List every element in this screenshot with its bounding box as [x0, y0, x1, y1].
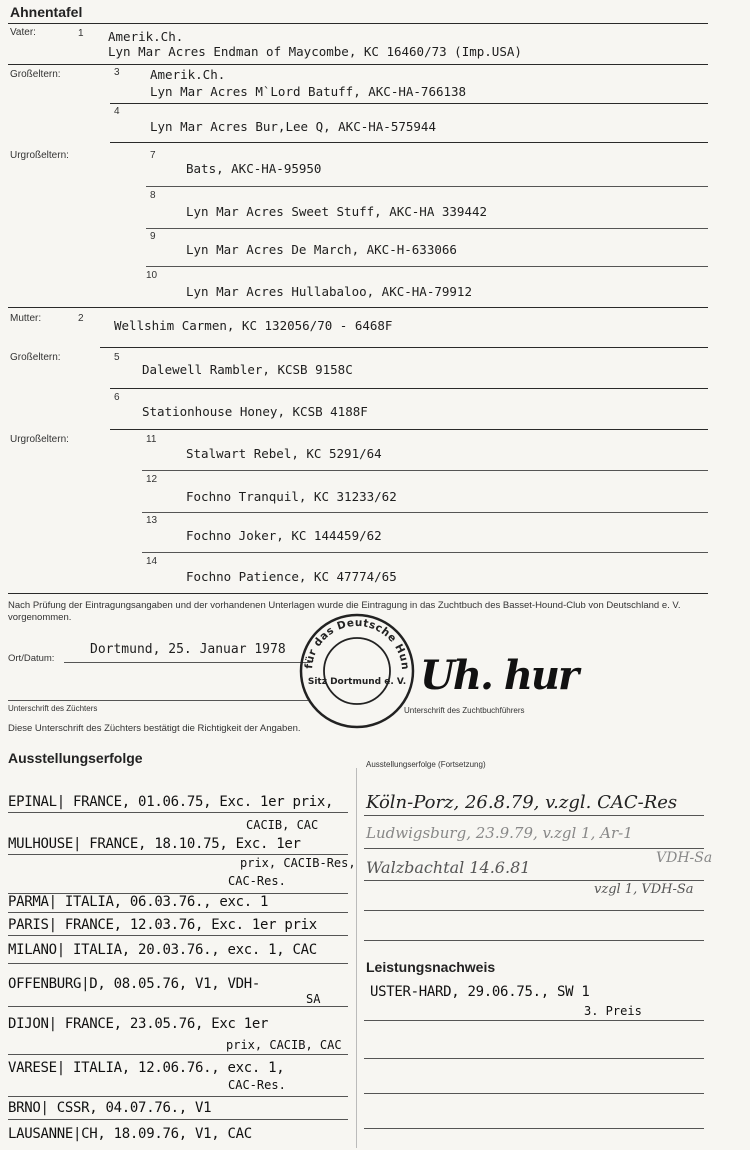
studbook-signature: Uh. hur: [420, 652, 578, 699]
ancestor-name-4: Lyn Mar Acres Bur,Lee Q, AKC-HA-575944: [150, 119, 436, 134]
ancestor-number-8: 8: [150, 190, 156, 201]
header-rule: [8, 23, 708, 24]
ancestor-name-14: Fochno Patience, KC 47774/65: [186, 569, 397, 584]
show-cont-entry-line: Walzbachtal 14.6.81: [366, 858, 531, 877]
ancestor-number-9: 9: [150, 231, 156, 242]
performance-entry-line: USTER-HARD, 29.06.75., SW 1: [370, 984, 590, 1000]
column-divider: [356, 768, 357, 1148]
performance-rule: [364, 1093, 704, 1094]
shows-cont-rule: [364, 848, 704, 849]
shows-rule: [8, 854, 348, 855]
shows-rule: [8, 1096, 348, 1097]
show-entry-line: PARMA| ITALIA, 06.03.76., exc. 1: [8, 894, 269, 910]
ancestor-name-7: Bats, AKC-HA-95950: [186, 161, 322, 176]
confirm-text: Diese Unterschrift des Züchters bestätigt die Richtigkeit der Angaben.: [8, 723, 301, 734]
show-entry-sub: CACIB, CAC: [246, 818, 319, 832]
father-title: Amerik.Ch.: [108, 29, 184, 44]
shows-rule: [8, 1006, 348, 1007]
show-cont-faded-note: VDH-Sa: [656, 850, 713, 866]
father-number: 1: [78, 28, 84, 39]
shows-cont-rule: [364, 910, 704, 911]
shows-rule: [8, 812, 348, 813]
show-entry-line: EPINAL| FRANCE, 01.06.75, Exc. 1er prix,: [8, 794, 334, 810]
show-entry-sub: SA: [306, 992, 321, 1006]
shows-rule: [8, 963, 348, 964]
stamp-ring-text: für das Deutsche Hun: [303, 616, 412, 671]
shows-cont-rule: [364, 880, 704, 881]
show-entry-line: BRNO| CSSR, 04.07.76., V1: [8, 1100, 212, 1116]
label-mutter: Mutter:: [10, 313, 42, 324]
mother-rule: [100, 347, 708, 348]
shows-cont-rule: [364, 940, 704, 941]
shows-rule: [8, 1054, 348, 1055]
shows-cont-title: Ausstellungserfolge (Fortsetzung): [366, 760, 486, 769]
ancestor-name-8: Lyn Mar Acres Sweet Stuff, AKC-HA 339442: [186, 204, 488, 219]
ancestor-title-3: Amerik.Ch.: [150, 67, 226, 82]
father-rule: [8, 64, 708, 65]
ancestor-rule-5: [110, 388, 708, 389]
show-entry-line: VARESE| ITALIA, 12.06.76., exc. 1,: [8, 1060, 285, 1076]
label-grosseltern-maternal: Großeltern:: [10, 352, 61, 363]
show-entry-line: PARIS| FRANCE, 12.03.76, Exc. 1er prix: [8, 917, 317, 933]
place-date-label: Ort/Datum:: [8, 653, 55, 664]
shows-rule: [8, 935, 348, 936]
show-entry-sub: prix, CACIB, CAC: [226, 1038, 342, 1052]
ancestor-rule-6: [110, 429, 708, 430]
verification-text: Nach Prüfung der Eintragungsangaben und der vorhandenen Unterlagen wurde die Eintragung in das Zuchtbuch des Basset-Hound-Club von Deutschland e. V. vorgenommen.: [8, 600, 681, 623]
ancestor-name-6: Stationhouse Honey, KCSB 4188F: [142, 404, 368, 419]
ancestor-number-6: 6: [114, 392, 120, 403]
label-vater: Vater:: [10, 27, 36, 38]
club-stamp: [298, 612, 416, 730]
label-urgrosseltern-paternal: Urgroßeltern:: [10, 150, 69, 161]
place-date-rule: [64, 662, 310, 663]
ancestor-rule-9: [146, 266, 708, 267]
shows-title: Ausstellungserfolge: [8, 750, 143, 766]
stamp-icon: [298, 612, 416, 730]
ancestor-rule-4: [110, 142, 708, 143]
ancestor-rule-13: [142, 552, 708, 553]
performance-rule: [364, 1020, 704, 1021]
show-entry-line: OFFENBURG|D, 08.05.76, V1, VDH-: [8, 976, 260, 992]
show-entry-line: MILANO| ITALIA, 20.03.76., exc. 1, CAC: [8, 942, 317, 958]
ancestor-name-11: Stalwart Rebel, KC 5291/64: [186, 446, 382, 461]
performance-title: Leistungsnachweis: [366, 959, 496, 975]
shows-rule: [8, 912, 348, 913]
svg-text:Verband für das Deutsche Hunde: [298, 612, 411, 673]
mother-number: 2: [78, 313, 84, 324]
ancestor-name-3: Lyn Mar Acres M`Lord Batuff, AKC-HA-766138: [150, 84, 467, 99]
ancestor-number-12: 12: [146, 474, 158, 485]
ancestor-name-12: Fochno Tranquil, KC 31233/62: [186, 489, 397, 504]
show-entry-sub: CAC-Res.: [228, 874, 286, 888]
ancestor-rule-7: [146, 186, 708, 187]
ancestor-number-10: 10: [146, 270, 158, 281]
breeder-sig-rule: [8, 700, 308, 701]
show-cont-entry-line: Ludwigsburg, 23.9.79, v.zgl 1, Ar-1: [366, 824, 633, 842]
ancestor-rule-12: [142, 512, 708, 513]
label-urgrosseltern-maternal: Urgroßeltern:: [10, 434, 69, 445]
place-date-value: Dortmund, 25. Januar 1978: [90, 642, 286, 657]
ancestor-number-3: 3: [114, 67, 120, 78]
show-entry-sub: prix, CACIB-Res,: [240, 856, 356, 870]
performance-rule: [364, 1128, 704, 1129]
show-entry-line: DIJON| FRANCE, 23.05.76, Exc 1er: [8, 1016, 269, 1032]
paternal-end-rule: [8, 307, 708, 308]
ancestor-name-9: Lyn Mar Acres De March, AKC-H-633066: [186, 242, 457, 257]
father-name: Lyn Mar Acres Endman of Maycombe, KC 16460/73 (Imp.USA): [108, 44, 522, 59]
maternal-end-rule: [8, 593, 708, 594]
stamp-center-text: Sitz Dortmund e. V.: [307, 677, 407, 687]
ancestor-number-7: 7: [150, 150, 156, 161]
performance-entry-sub: 3. Preis: [584, 1004, 642, 1018]
page-title: Ahnentafel: [10, 4, 83, 20]
ancestor-number-4: 4: [114, 106, 120, 117]
performance-rule: [364, 1058, 704, 1059]
ancestor-number-5: 5: [114, 352, 120, 363]
ancestor-name-10: Lyn Mar Acres Hullabaloo, AKC-HA-79912: [186, 284, 472, 299]
show-cont-entry-line: Köln-Porz, 26.8.79, v.zgl. CAC-Res: [366, 792, 678, 813]
ancestor-name-5: Dalewell Rambler, KCSB 9158C: [142, 362, 353, 377]
show-entry-line: MULHOUSE| FRANCE, 18.10.75, Exc. 1er: [8, 836, 301, 852]
show-entry-sub: CAC-Res.: [228, 1078, 286, 1092]
ancestor-number-11: 11: [146, 434, 157, 445]
show-cont-entry-sub: vzgl 1, VDH-Sa: [594, 882, 694, 897]
mother-name: Wellshim Carmen, KC 132056/70 - 6468F: [114, 318, 393, 333]
breeder-sig-label: Unterschrift des Züchters: [8, 704, 98, 713]
show-entry-line: LAUSANNE|CH, 18.09.76, V1, CAC: [8, 1126, 252, 1142]
ancestor-number-14: 14: [146, 556, 158, 567]
shows-cont-rule: [364, 815, 704, 816]
ancestor-rule-8: [146, 228, 708, 229]
ancestor-rule-11: [142, 470, 708, 471]
studbook-sig-label: Unterschrift des Zuchtbuchführers: [404, 706, 525, 715]
ancestor-rule-3: [110, 103, 708, 104]
label-grosseltern-paternal: Großeltern:: [10, 69, 61, 80]
ancestor-number-13: 13: [146, 515, 158, 526]
ancestor-name-13: Fochno Joker, KC 144459/62: [186, 528, 382, 543]
shows-rule: [8, 1119, 348, 1120]
